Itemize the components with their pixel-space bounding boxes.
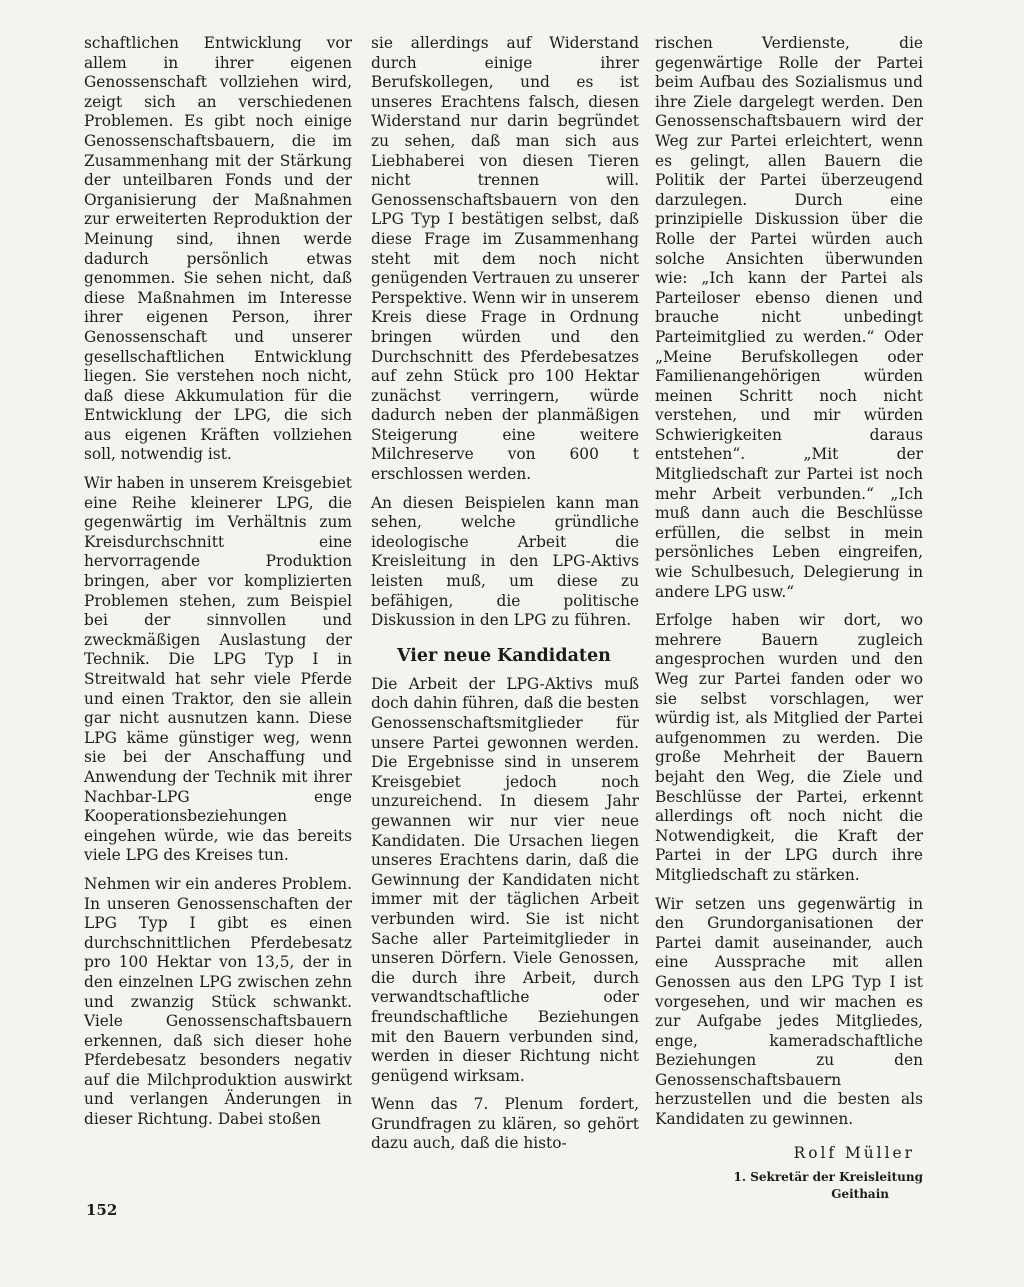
author-role-title: 1. Sekretär der Kreisleitung: [733, 1170, 923, 1185]
author-role: [655, 1169, 923, 1203]
paragraph: Nehmen wir ein anderes Problem. In unseren Genossenschaften der LPG Typ I gibt es einen durchschnittlichen Pferdebesatz pro 100 Hektar von 13,5, der in den einzelnen LPG zwischen zehn und zwanzig Stück schwankt. Viele Genossenschaftsbauern erkennen, daß sich dieser hohe Pferdebesatz besonders negativ auf die Milchproduktion auswirkt und verlangen Änderungen in dieser Richtung. Dabei stoßen: [84, 874, 352, 1129]
paragraph: schaftlichen Entwicklung vor allem in ihrer eigenen Genossenschaft vollziehen wird, zeigt sich an verschiedenen Problemen. Es gibt noch einige Genossenschaftsbauern, die im Zusammenhang mit der Stärkung der unteilbaren Fonds und der Organisierung der Maßnahmen zur erweiterten Reproduktion der Meinung sind, ihnen werde dadurch persönlich etwas genommen. Sie sehen nicht, daß diese Maßnahmen im Interesse ihrer eigenen Person, ihrer Genossenschaft und unserer gesellschaftlichen Entwicklung liegen. Sie verstehen noch nicht, daß diese Akkumulation für die Entwicklung der LPG, die sich aus eigenen Kräften vollziehen soll, notwendig ist.: [84, 34, 352, 464]
paragraph: sie allerdings auf Widerstand durch einige ihrer Berufskollegen, und es ist unseres Erachtens falsch, diesen Widerstand nur darin begründet zu sehen, daß man sich aus Liebhaberei von diesen Tieren nicht trennen will. Genossenschaftsbauern von den LPG Typ I bestätigen selbst, daß diese Frage im Zusammenhang steht mit dem noch nicht genügenden Vertrauen zu unserer Perspektive. Wenn wir in unserem Kreis diese Frage in Ordnung bringen würden und den Durchschnitt des Pferdebesatzes auf zehn Stück pro 100 Hektar zunächst verringern, würde dadurch neben der planmäßigen Steigerung eine weitere Milchreserve von 600 t erschlossen werden.: [371, 34, 639, 484]
page-number: 152: [86, 1201, 118, 1219]
section-heading: Vier neue Kandidaten: [397, 645, 611, 666]
text-column-1: [84, 34, 352, 1139]
text-column-2: [371, 34, 639, 1163]
paragraph: An diesen Beispielen kann man sehen, welche gründliche ideologische Arbeit die Kreisleitung in den LPG-Aktivs leisten muß, um diese zu befähigen, die politische Diskussion in den LPG zu führen.: [371, 493, 639, 630]
author-place: Geithain: [831, 1187, 889, 1202]
text-column-3: [655, 34, 923, 1203]
paragraph: Erfolge haben wir dort, wo mehrere Bauern zugleich angesprochen wurden und den Weg zur Partei fanden oder wo sie selbst vorschlagen, wer würdig ist, als Mitglied der Partei aufgenommen zu werden. Die große Mehrheit der Bauern bejaht den Weg, die Ziele und Beschlüsse der Partei, erkennt allerdings oft noch nicht die Notwendigkeit, die Kraft der Partei in der LPG durch ihre Mitgliedschaft zu stärken.: [655, 611, 923, 884]
paragraph: rischen Verdienste, die gegenwärtige Rolle der Partei beim Aufbau des Sozialismus und ihre Ziele dargelegt werden. Den Genossenschaftsbauern wird der Weg zur Partei erleichtert, wenn es gelingt, allen Bauern die Politik der Partei überzeugend darzulegen. Durch eine prinzipielle Diskussion über die Rolle der Partei würden auch solche Ansichten überwunden wie: „Ich kann der Partei als Parteiloser ebenso dienen und brauche nicht unbedingt Parteimitglied zu werden.“ Oder „Meine Berufskollegen oder Familienangehörigen würden meinen Schritt noch nicht verstehen, und mir würden Schwierigkeiten daraus entstehen“. „Mit der Mitgliedschaft zur Partei ist noch mehr Arbeit verbunden.“ „Ich muß dann auch die Beschlüsse erfüllen, die selbst in mein persönliches Leben eingreifen, wie Schulbesuch, Delegierung in andere LPG usw.“: [655, 34, 923, 601]
paragraph: Wir haben in unserem Kreisgebiet eine Reihe kleinerer LPG, die gegenwärtig im Verhältnis zum Kreisdurchschnitt eine hervorragende Produktion bringen, aber vor komplizierten Problemen stehen, zum Beispiel bei der sinnvollen und zweckmäßigen Auslastung der Technik. Die LPG Typ I in Streitwald hat sehr viele Pferde und einen Traktor, den sie allein gar nicht ausnutzen kann. Diese LPG käme günstiger weg, wenn sie bei der Anschaffung und Anwendung der Technik mit ihrer Nachbar-LPG enge Kooperationsbeziehungen eingehen würde, wie das bereits viele LPG des Kreises tun.: [84, 474, 352, 865]
paragraph: Die Arbeit der LPG-Aktivs muß doch dahin führen, daß die besten Genossenschaftsmitglieder für unsere Partei gewonnen werden. Die Ergebnisse sind in unserem Kreisgebiet jedoch noch unzureichend. In diesem Jahr gewannen wir nur vier neue Kandidaten. Die Ursachen liegen unseres Erachtens darin, daß die Gewinnung der Kandidaten nicht immer mit der täglichen Arbeit verbunden wird. Sie ist nicht Sache aller Parteimitglieder in unseren Dörfern. Viele Genossen, die durch ihre Arbeit, durch verwandtschaftliche oder freundschaftliche Beziehungen mit den Bauern verbunden sind, werden in dieser Richtung nicht genügend wirksam.: [371, 674, 639, 1085]
author-name: Rolf Müller: [793, 1143, 915, 1162]
paragraph: Wenn das 7. Plenum fordert, Grundfragen zu klären, so gehört dazu auch, daß die histo-: [371, 1095, 639, 1153]
paragraph: Wir setzen uns gegenwärtig in den Grundorganisationen der Partei damit auseinander, auch eine Aussprache mit allen Genossen aus den LPG Typ I ist vorgesehen, und wir machen es zur Aufgabe jedes Mitgliedes, enge, kameradschaftliche Beziehungen zu den Genossenschaftsbauern herzustellen und die besten als Kandidaten zu gewinnen.: [655, 894, 923, 1129]
